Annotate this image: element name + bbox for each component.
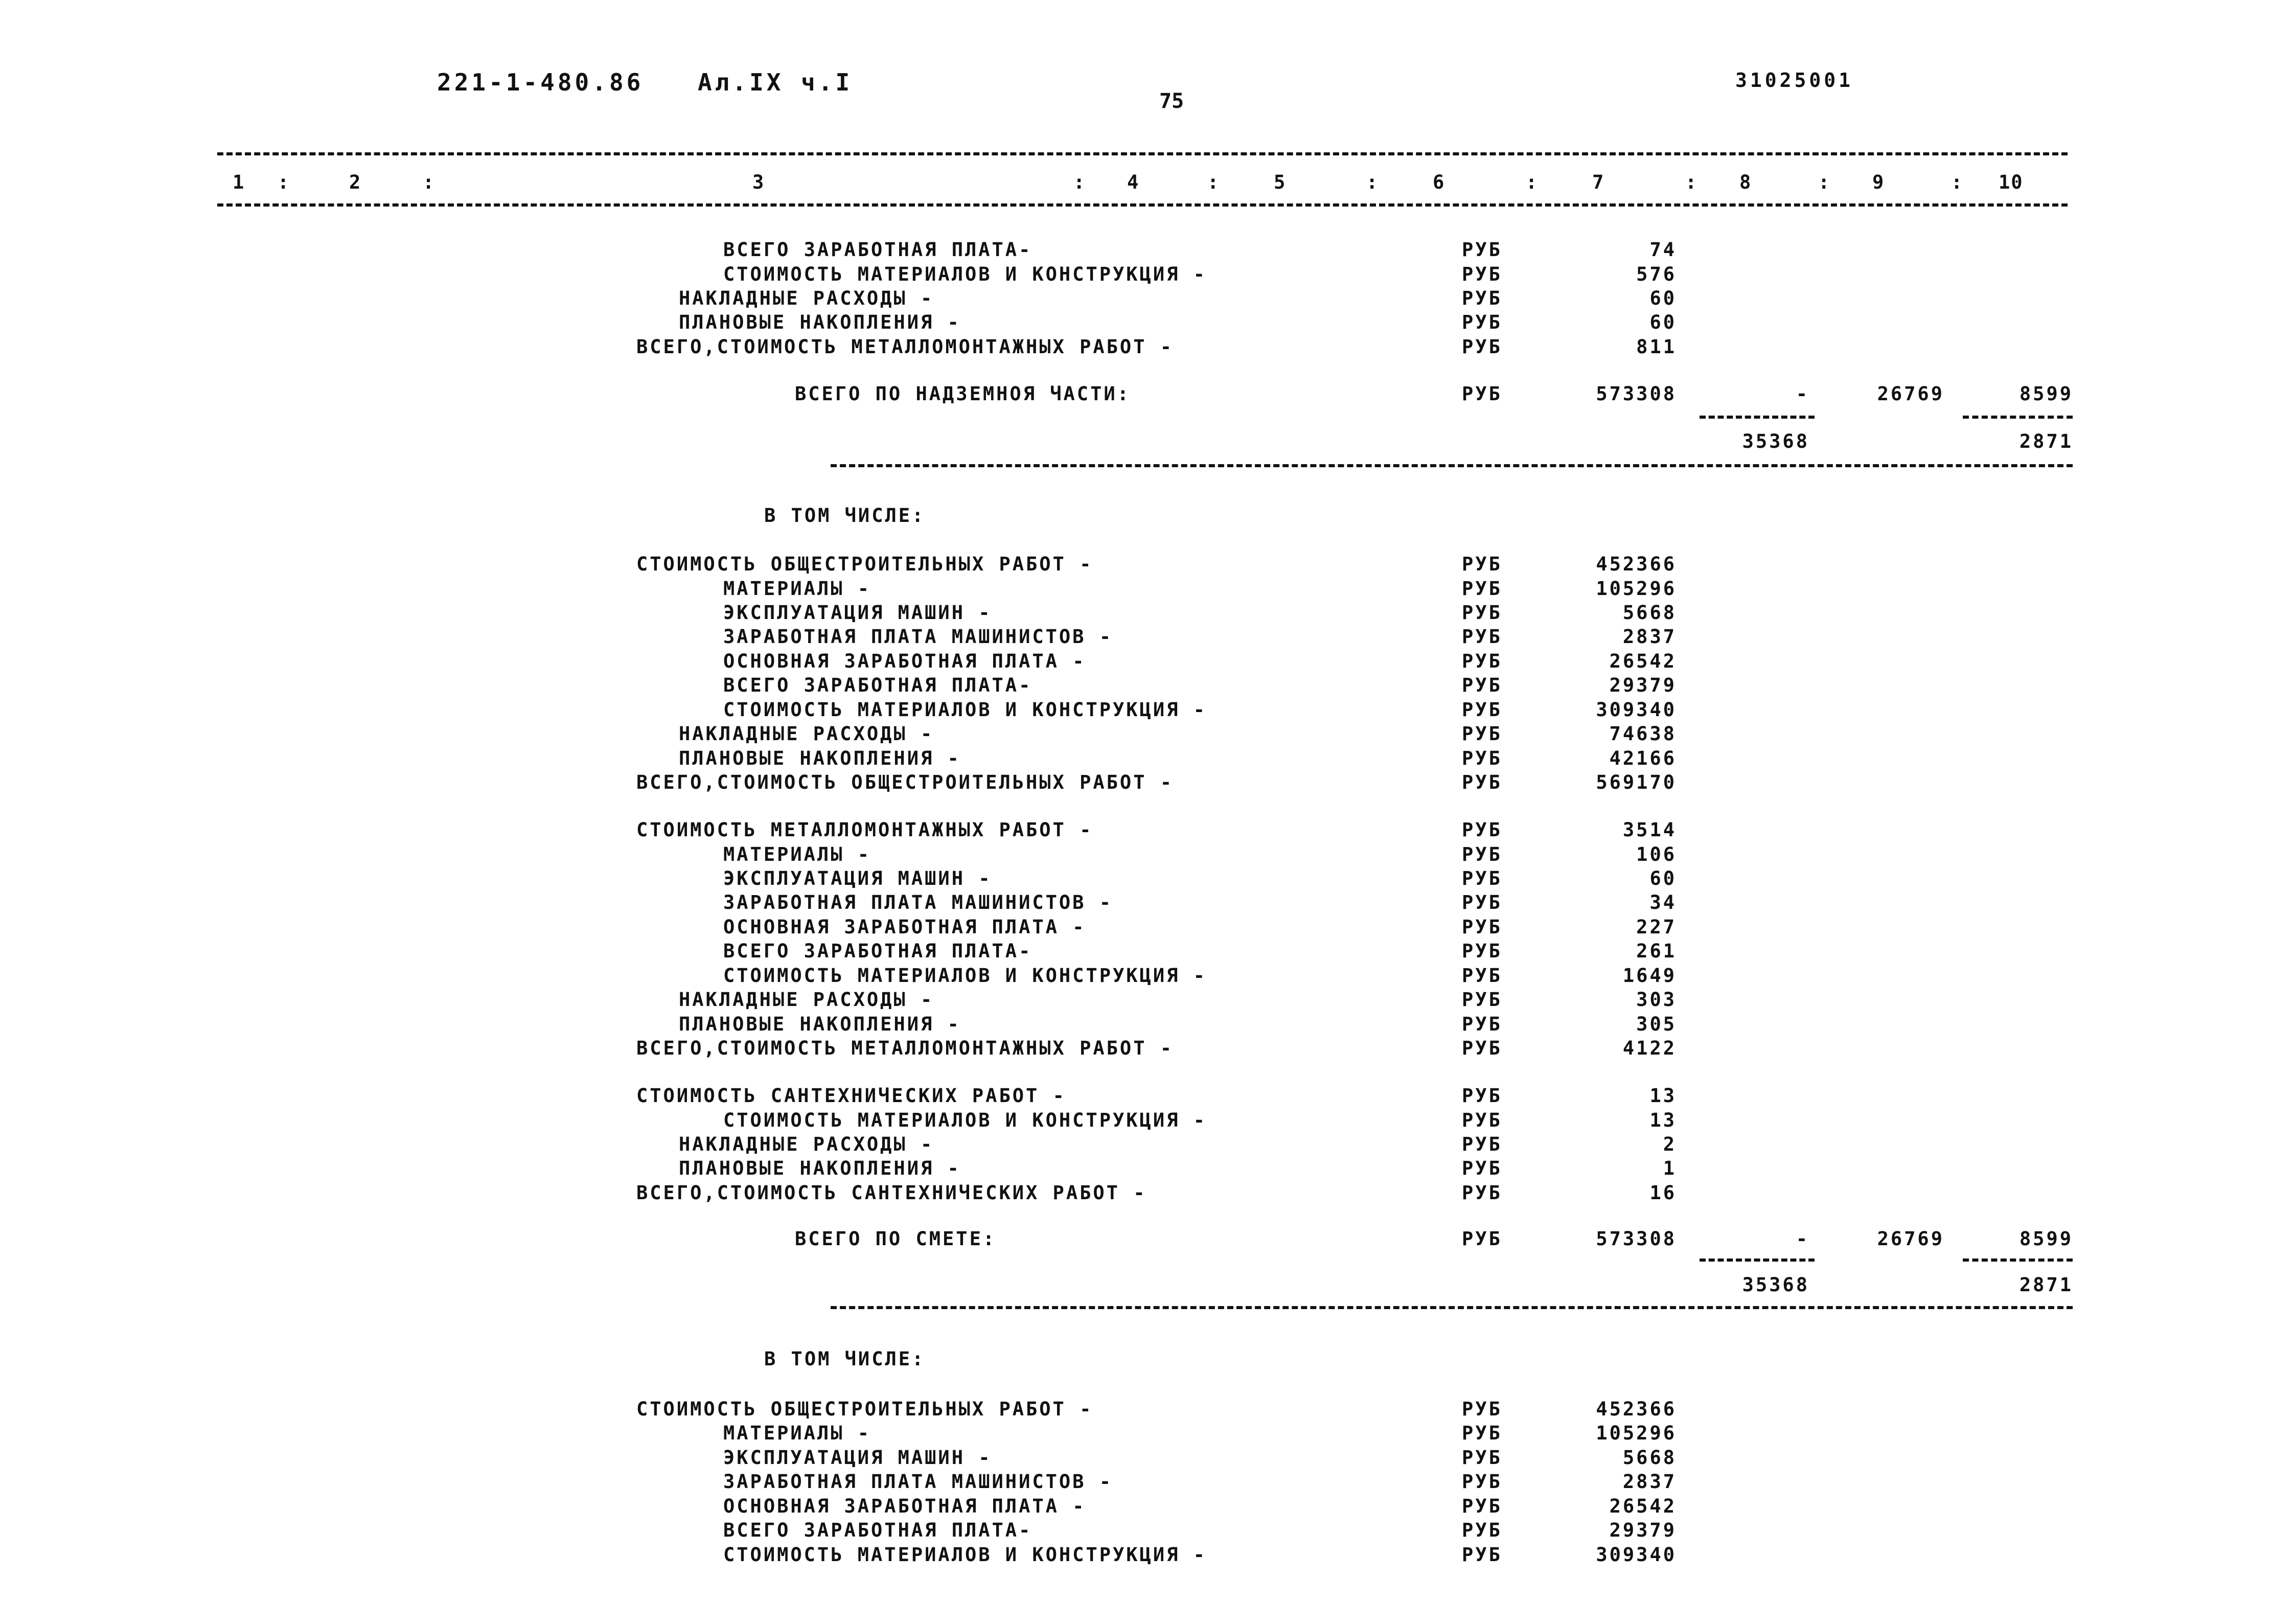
total-rule-col10: [1963, 416, 2073, 419]
row-label: МАТЕРИАЛЫ -: [723, 578, 871, 600]
row-label: СТОИМОСТЬ ОБЩЕСТРОИТЕЛЬНЫХ РАБОТ -: [636, 1398, 1093, 1420]
row-label: ОСНОВНАЯ ЗАРАБОТНАЯ ПЛАТА -: [723, 650, 1086, 672]
table-row: [0, 869, 2294, 893]
row-unit: РУБ: [1462, 553, 1502, 575]
row-label: ВСЕГО ЗАРАБОТНАЯ ПЛАТА-: [723, 1519, 1033, 1541]
column-header: 3: [752, 171, 765, 193]
document-code: 221-1-480.86: [437, 68, 644, 96]
section-divider: [831, 1306, 2073, 1309]
total-rule-col8: [1700, 1259, 1815, 1262]
row-unit: РУБ: [1462, 891, 1502, 913]
row-value: 105296: [1596, 578, 1677, 600]
total-rule-col8: [1700, 416, 1815, 419]
column-separator: :: [1818, 171, 1831, 193]
row-label: ЭКСПЛУАТАЦИЯ МАШИН -: [723, 1447, 992, 1469]
row-value: 309340: [1596, 1544, 1677, 1566]
row-unit: РУБ: [1462, 1447, 1502, 1469]
row-label: ПЛАНОВЫЕ НАКОПЛЕНИЯ -: [679, 747, 961, 769]
document-id: 31025001: [1735, 69, 1854, 92]
table-row: [0, 337, 2294, 361]
row-unit: РУБ: [1462, 940, 1502, 962]
table-row: [0, 1086, 2294, 1110]
column-separator: :: [1366, 171, 1379, 193]
table-row: [0, 1183, 2294, 1207]
row-label: ПЛАНОВЫЕ НАКОПЛЕНИЯ -: [679, 1013, 961, 1035]
column-10-value: 2871: [2019, 1274, 2073, 1296]
row-value: 29379: [1609, 1519, 1677, 1541]
section-heading: [0, 506, 2294, 530]
row-label: СТОИМОСТЬ МЕТАЛЛОМОНТАЖНЫХ РАБОТ -: [636, 819, 1093, 841]
row-value: 305: [1636, 1013, 1677, 1035]
row-label: ВСЕГО,СТОИМОСТЬ МЕТАЛЛОМОНТАЖНЫХ РАБОТ -: [636, 336, 1174, 358]
row-value: 60: [1649, 287, 1677, 309]
row-value: 4122: [1622, 1037, 1677, 1059]
row-value: 261: [1636, 940, 1677, 962]
row-label: СТОИМОСТЬ МАТЕРИАЛОВ И КОНСТРУКЦИЯ -: [723, 1109, 1207, 1131]
row-unit: РУБ: [1462, 674, 1502, 696]
column-header: 1: [233, 171, 245, 193]
table-row: [0, 1159, 2294, 1183]
row-unit: РУБ: [1462, 699, 1502, 721]
column-separator: :: [1073, 171, 1086, 193]
row-label: МАТЕРИАЛЫ -: [723, 843, 871, 865]
table-row: [0, 820, 2294, 844]
row-unit: РУБ: [1462, 578, 1502, 600]
row-value: 60: [1649, 311, 1677, 333]
row-unit: РУБ: [1462, 626, 1502, 648]
row-value: 1: [1663, 1157, 1677, 1179]
row-label: ВСЕГО,СТОИМОСТЬ ОБЩЕСТРОИТЕЛЬНЫХ РАБОТ -: [636, 771, 1174, 793]
row-label: СТОИМОСТЬ МАТЕРИАЛОВ И КОНСТРУКЦИЯ -: [723, 699, 1207, 721]
table-row: [0, 265, 2294, 289]
row-value: 2: [1663, 1133, 1677, 1155]
table-row: [0, 1545, 2294, 1569]
total-row: [0, 384, 2294, 408]
row-label: ПЛАНОВЫЕ НАКОПЛЕНИЯ -: [679, 1157, 961, 1179]
table-row: [0, 845, 2294, 869]
column-8-value: 35368: [1742, 1274, 1809, 1296]
table-row: [0, 1039, 2294, 1063]
header-rule-top: [217, 152, 2068, 155]
row-label: ВСЕГО,СТОИМОСТЬ МЕТАЛЛОМОНТАЖНЫХ РАБОТ -: [636, 1037, 1174, 1059]
row-label: СТОИМОСТЬ САНТЕХНИЧЕСКИХ РАБОТ -: [636, 1085, 1066, 1107]
table-row: [0, 966, 2294, 990]
row-value: 74: [1649, 239, 1677, 261]
table-row: [0, 1521, 2294, 1545]
row-label: НАКЛАДНЫЕ РАСХОДЫ -: [679, 1133, 934, 1155]
row-value: 26542: [1609, 1495, 1677, 1517]
page-number: 75: [1159, 89, 1184, 113]
row-value: 5668: [1622, 602, 1677, 624]
row-label: ВСЕГО,СТОИМОСТЬ САНТЕХНИЧЕСКИХ РАБОТ -: [636, 1182, 1147, 1204]
section-heading: [0, 1349, 2294, 1374]
row-unit: РУБ: [1462, 1109, 1502, 1131]
row-unit: РУБ: [1462, 1398, 1502, 1420]
table-row: [0, 676, 2294, 700]
row-label: ЗАРАБОТНАЯ ПЛАТА МАШИНИСТОВ -: [723, 1471, 1113, 1493]
row-unit: РУБ: [1462, 336, 1502, 358]
column-header: 6: [1433, 171, 1446, 193]
row-label: ЗАРАБОТНАЯ ПЛАТА МАШИНИСТОВ -: [723, 626, 1113, 648]
row-unit: РУБ: [1462, 1228, 1502, 1250]
column-header: 8: [1739, 171, 1752, 193]
row-value: 74638: [1609, 723, 1677, 745]
row-unit: РУБ: [1462, 311, 1502, 333]
row-value: 573308: [1596, 1228, 1677, 1250]
row-unit: РУБ: [1462, 1422, 1502, 1444]
table-row: [0, 749, 2294, 773]
row-value: 13: [1649, 1109, 1677, 1131]
row-unit: РУБ: [1462, 1519, 1502, 1541]
column-10-value: 2871: [2019, 430, 2073, 452]
section-divider: [831, 464, 2073, 467]
row-unit: РУБ: [1462, 965, 1502, 987]
row-value: 13: [1649, 1085, 1677, 1107]
row-label: СТОИМОСТЬ МАТЕРИАЛОВ И КОНСТРУКЦИЯ -: [723, 965, 1207, 987]
row-unit: РУБ: [1462, 867, 1502, 889]
table-row: [0, 240, 2294, 264]
row-value: 452366: [1596, 1398, 1677, 1420]
row-label: ОСНОВНАЯ ЗАРАБОТНАЯ ПЛАТА -: [723, 1495, 1086, 1517]
table-row: [0, 627, 2294, 651]
table-row: [0, 893, 2294, 917]
column-8-value: -: [1796, 1228, 1809, 1250]
column-8-value: -: [1796, 383, 1809, 405]
row-unit: РУБ: [1462, 723, 1502, 745]
row-value: 576: [1636, 263, 1677, 285]
row-value: 105296: [1596, 1422, 1677, 1444]
section-heading-label: В ТОМ ЧИСЛЕ:: [764, 1348, 926, 1370]
column-header: 5: [1274, 171, 1287, 193]
column-separator: :: [1951, 171, 1964, 193]
row-value: 60: [1649, 867, 1677, 889]
column-8-value: 35368: [1742, 430, 1809, 452]
row-value: 569170: [1596, 771, 1677, 793]
row-unit: РУБ: [1462, 843, 1502, 865]
column-10-value: 8599: [2019, 1228, 2073, 1250]
table-row: [0, 1135, 2294, 1159]
table-row: [0, 1472, 2294, 1496]
row-value: 106: [1636, 843, 1677, 865]
row-unit: РУБ: [1462, 602, 1502, 624]
table-row: [0, 1448, 2294, 1472]
column-separator: :: [1207, 171, 1220, 193]
row-unit: РУБ: [1462, 916, 1502, 938]
table-row: [0, 773, 2294, 797]
row-value: 42166: [1609, 747, 1677, 769]
table-row: [0, 603, 2294, 627]
row-unit: РУБ: [1462, 650, 1502, 672]
row-label: ЭКСПЛУАТАЦИЯ МАШИН -: [723, 867, 992, 889]
table-row: [0, 579, 2294, 603]
total-label: ВСЕГО ПО СМЕТЕ:: [795, 1228, 997, 1250]
row-label: ЭКСПЛУАТАЦИЯ МАШИН -: [723, 602, 992, 624]
row-value: 811: [1636, 336, 1677, 358]
row-label: ВСЕГО ЗАРАБОТНАЯ ПЛАТА-: [723, 674, 1033, 696]
table-row: [0, 1111, 2294, 1135]
row-value: 227: [1636, 916, 1677, 938]
row-label: НАКЛАДНЫЕ РАСХОДЫ -: [679, 723, 934, 745]
row-unit: РУБ: [1462, 1013, 1502, 1035]
column-separator: :: [423, 171, 435, 193]
row-value: 303: [1636, 989, 1677, 1011]
column-separator: :: [1685, 171, 1698, 193]
table-row: [0, 555, 2294, 579]
subtotal-row: [0, 432, 2294, 456]
table-row: [0, 1424, 2294, 1448]
row-unit: РУБ: [1462, 771, 1502, 793]
row-unit: РУБ: [1462, 1544, 1502, 1566]
table-row: [0, 700, 2294, 724]
row-label: СТОИМОСТЬ МАТЕРИАЛОВ И КОНСТРУКЦИЯ -: [723, 263, 1207, 285]
album-reference: Ал.IX ч.I: [698, 68, 853, 96]
row-value: 3514: [1622, 819, 1677, 841]
row-value: 26542: [1609, 650, 1677, 672]
column-header: 4: [1127, 171, 1140, 193]
row-unit: РУБ: [1462, 1471, 1502, 1493]
row-unit: РУБ: [1462, 1495, 1502, 1517]
total-row: [0, 1229, 2294, 1253]
row-unit: РУБ: [1462, 263, 1502, 285]
table-row: [0, 918, 2294, 942]
row-value: 16: [1649, 1182, 1677, 1204]
column-9-value: 26769: [1877, 383, 1944, 405]
row-unit: РУБ: [1462, 747, 1502, 769]
table-row: [0, 1497, 2294, 1521]
row-unit: РУБ: [1462, 1133, 1502, 1155]
row-label: НАКЛАДНЫЕ РАСХОДЫ -: [679, 287, 934, 309]
row-value: 5668: [1622, 1447, 1677, 1469]
row-unit: РУБ: [1462, 1182, 1502, 1204]
table-row: [0, 942, 2294, 966]
row-unit: РУБ: [1462, 1037, 1502, 1059]
column-header: 2: [349, 171, 362, 193]
column-separator: :: [278, 171, 290, 193]
row-label: ОСНОВНАЯ ЗАРАБОТНАЯ ПЛАТА -: [723, 916, 1086, 938]
total-label: ВСЕГО ПО НАДЗЕМНОЯ ЧАСТИ:: [795, 383, 1131, 405]
column-header: 10: [1999, 171, 2024, 193]
row-label: ВСЕГО ЗАРАБОТНАЯ ПЛАТА-: [723, 940, 1033, 962]
row-unit: РУБ: [1462, 1085, 1502, 1107]
section-heading-label: В ТОМ ЧИСЛЕ:: [764, 505, 926, 527]
row-value: 2837: [1622, 1471, 1677, 1493]
row-label: МАТЕРИАЛЫ -: [723, 1422, 871, 1444]
row-value: 573308: [1596, 383, 1677, 405]
row-value: 452366: [1596, 553, 1677, 575]
row-label: НАКЛАДНЫЕ РАСХОДЫ -: [679, 989, 934, 1011]
column-header: 7: [1592, 171, 1605, 193]
header-rule-bottom: [217, 203, 2068, 207]
subtotal-row: [0, 1275, 2294, 1299]
table-row: [0, 724, 2294, 748]
table-row: [0, 990, 2294, 1014]
column-separator: :: [1526, 171, 1539, 193]
row-label: ВСЕГО ЗАРАБОТНАЯ ПЛАТА-: [723, 239, 1033, 261]
row-unit: РУБ: [1462, 989, 1502, 1011]
table-row: [0, 313, 2294, 337]
table-row: [0, 1400, 2294, 1424]
row-unit: РУБ: [1462, 819, 1502, 841]
row-value: 29379: [1609, 674, 1677, 696]
table-row: [0, 652, 2294, 676]
column-header: 9: [1872, 171, 1885, 193]
table-row: [0, 1015, 2294, 1039]
row-unit: РУБ: [1462, 287, 1502, 309]
row-unit: РУБ: [1462, 383, 1502, 405]
row-label: ПЛАНОВЫЕ НАКОПЛЕНИЯ -: [679, 311, 961, 333]
table-row: [0, 289, 2294, 313]
column-10-value: 8599: [2019, 383, 2073, 405]
row-label: ЗАРАБОТНАЯ ПЛАТА МАШИНИСТОВ -: [723, 891, 1113, 913]
row-value: 2837: [1622, 626, 1677, 648]
row-value: 1649: [1622, 965, 1677, 987]
row-value: 34: [1649, 891, 1677, 913]
row-label: СТОИМОСТЬ МАТЕРИАЛОВ И КОНСТРУКЦИЯ -: [723, 1544, 1207, 1566]
row-label: СТОИМОСТЬ ОБЩЕСТРОИТЕЛЬНЫХ РАБОТ -: [636, 553, 1093, 575]
column-9-value: 26769: [1877, 1228, 1944, 1250]
row-unit: РУБ: [1462, 239, 1502, 261]
row-unit: РУБ: [1462, 1157, 1502, 1179]
row-value: 309340: [1596, 699, 1677, 721]
total-rule-col10: [1963, 1259, 2073, 1262]
